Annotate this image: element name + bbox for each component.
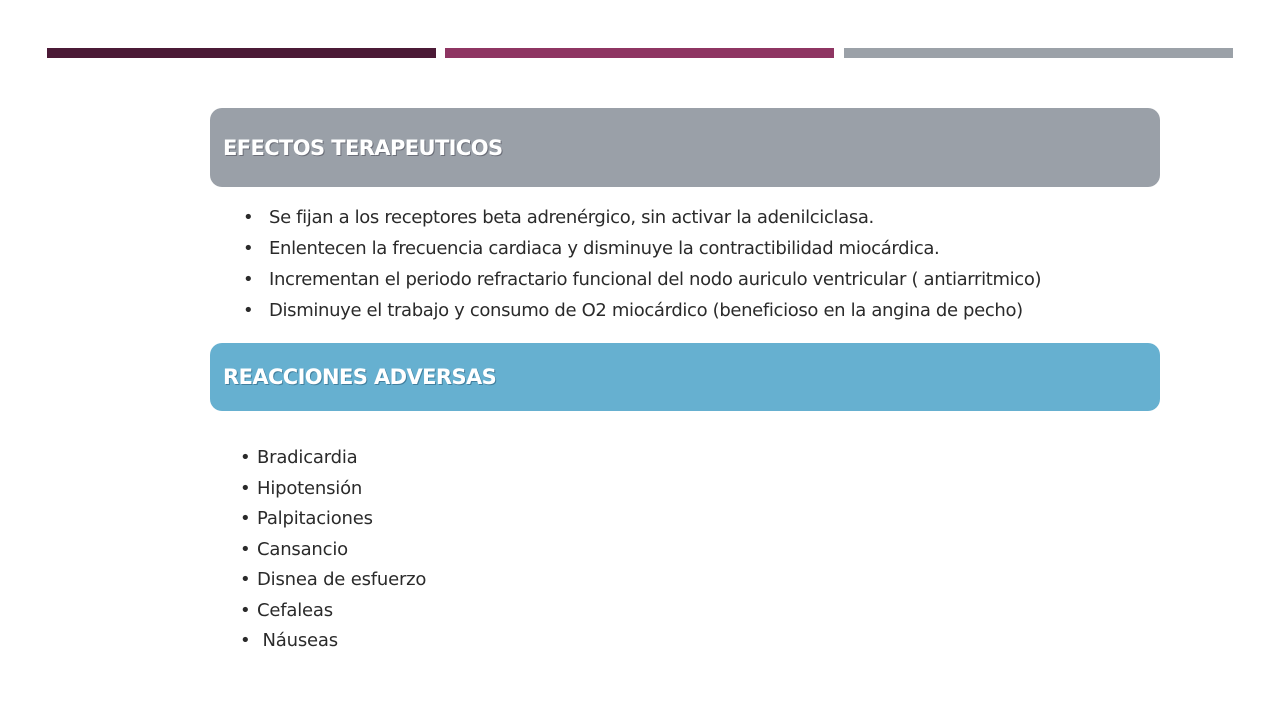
bullet-icon: • xyxy=(243,300,254,321)
accent-bar-dark-plum xyxy=(47,48,436,58)
bullet-icon: • xyxy=(240,569,251,590)
list-item xyxy=(240,565,426,596)
list-item xyxy=(240,596,426,627)
list-item-text: Náuseas xyxy=(257,630,338,651)
list-item-text: Disnea de esfuerzo xyxy=(257,569,427,590)
list-item-text: Palpitaciones xyxy=(257,508,373,529)
efectos-terapeuticos-title: EFECTOS TERAPEUTICOS xyxy=(223,135,503,160)
list-item xyxy=(243,233,1041,264)
list-item xyxy=(240,535,426,566)
list-item-text: Bradicardia xyxy=(257,447,358,468)
bullet-icon: • xyxy=(240,630,251,651)
list-item-text: Disminuye el trabajo y consumo de O2 miocárdico (beneficioso en la angina de pecho) xyxy=(269,300,1023,321)
reacciones-adversas-header xyxy=(210,343,1160,411)
list-item xyxy=(243,295,1041,326)
bullet-icon: • xyxy=(240,538,251,560)
list-item xyxy=(240,443,426,474)
bullet-icon: • xyxy=(243,207,254,228)
list-item xyxy=(243,264,1041,295)
reacciones-adversas-title: REACCIONES ADVERSAS xyxy=(223,365,497,389)
list-item xyxy=(240,504,426,535)
list-item xyxy=(240,626,426,657)
decorative-top-bars xyxy=(47,48,1233,58)
list-item-text: Incrementan el periodo refractario funcional del nodo auriculo ventricular ( antiarritmico) xyxy=(269,269,1042,290)
bullet-icon: • xyxy=(240,599,251,621)
bullet-icon: • xyxy=(240,447,251,468)
list-item xyxy=(243,202,1041,233)
list-item-text: Hipotensión xyxy=(257,477,363,499)
bullet-icon: • xyxy=(243,238,254,259)
list-item-text: Se fijan a los receptores beta adrenérgico, sin activar la adenilciclasa. xyxy=(269,207,874,228)
list-item-text: Enlentecen la frecuencia cardiaca y disminuye la contractibilidad miocárdica. xyxy=(269,238,940,259)
reacciones-adversas-list xyxy=(240,443,426,657)
bullet-icon: • xyxy=(240,477,251,499)
list-item-text: Cefaleas xyxy=(257,599,333,621)
bullet-icon: • xyxy=(243,269,254,290)
efectos-terapeuticos-list xyxy=(243,202,1041,326)
list-item xyxy=(240,474,426,505)
accent-bar-gray xyxy=(844,48,1233,58)
accent-bar-magenta xyxy=(445,48,834,58)
list-item-text: Cansancio xyxy=(257,538,348,560)
efectos-terapeuticos-header xyxy=(210,108,1160,187)
bullet-icon: • xyxy=(240,508,251,529)
